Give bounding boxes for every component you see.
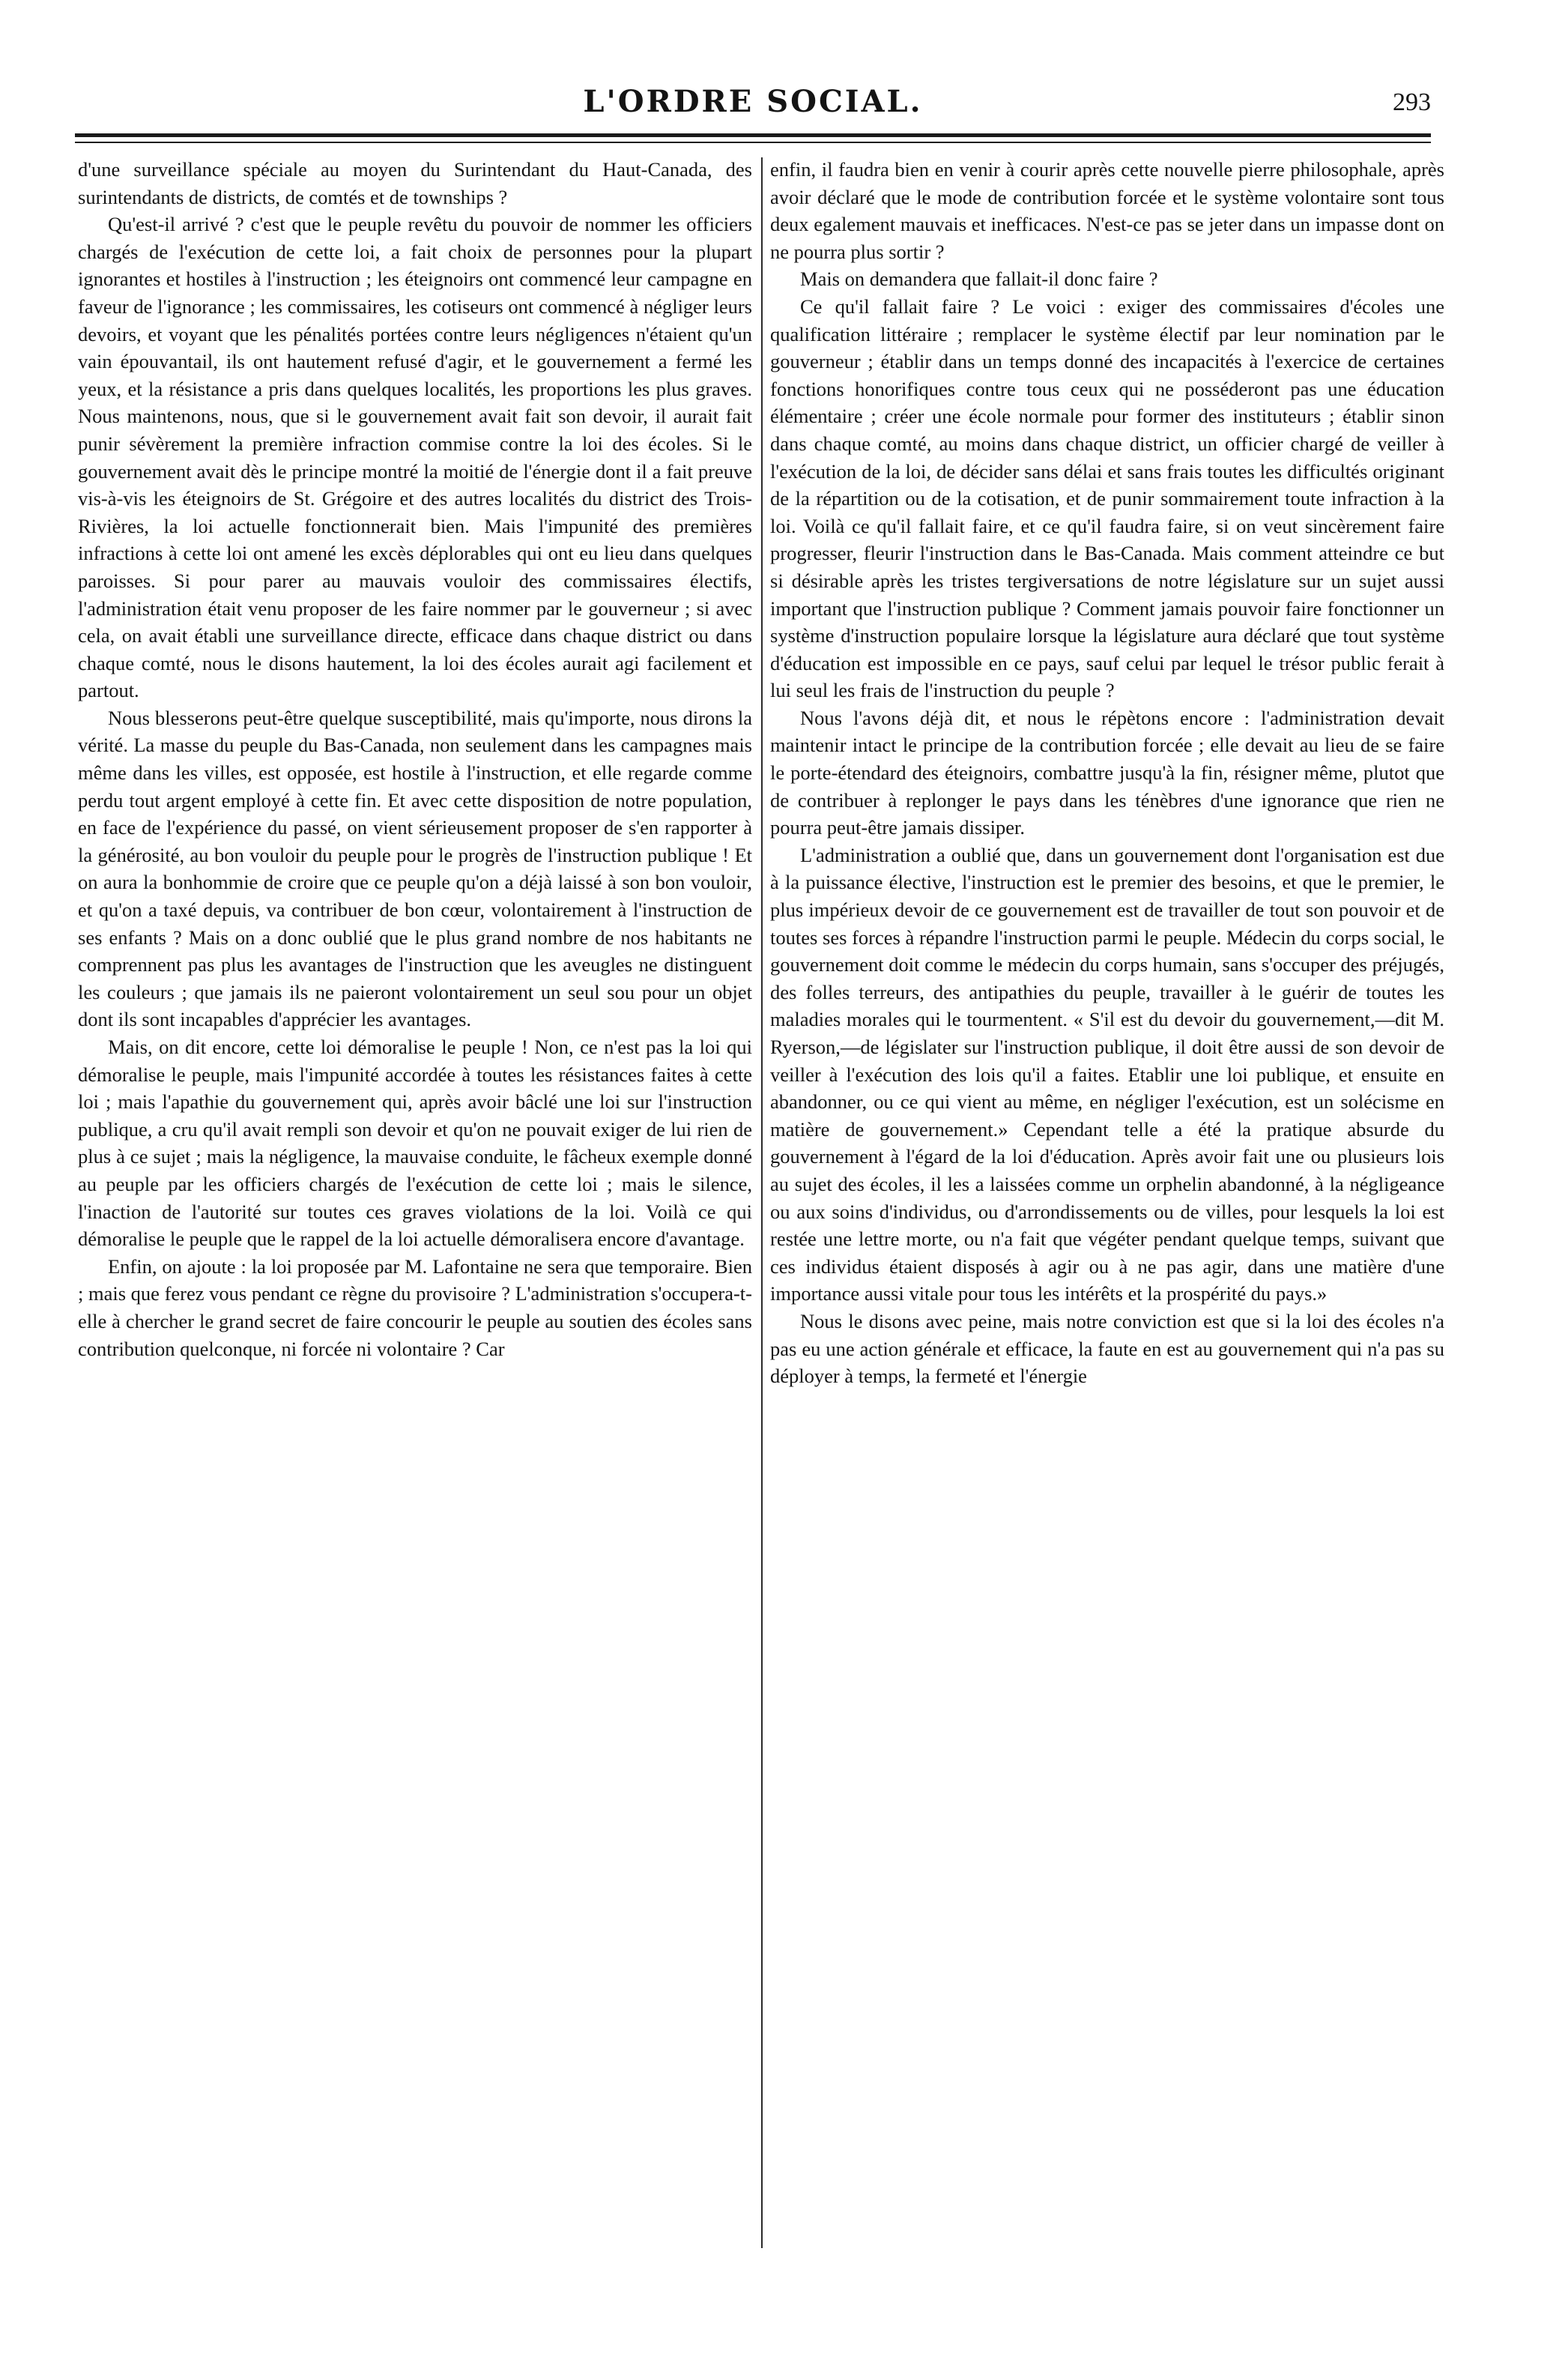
header-rule-thin — [75, 142, 1431, 143]
left-paragraph-4: Mais, on dit encore, cette loi démoralise le peuple ! Non, ce n'est pas la loi qui démoralise le peuple, mais l'impunité accordée à toutes les résistances faites à cette loi ; mais l'apathie du gouvernement qui, après avoir bâclé une loi sur l'instruction publique, a cru qu'il avait rempli son devoir et qu'on ne pouvait exiger de lui rien de plus à ce sujet ; mais la négligence, la mauvaise conduite, le fâcheux exemple donné au peuple par les officiers chargés de l'exécution de cette loi ; mais le silence, l'inaction de l'autorité sur toutes ces graves violations de la loi. Voilà ce qui démoralise le peuple que le rappel de la loi actuelle démoralisera encore d'avantage. — [78, 1036, 752, 1251]
column-divider — [761, 157, 763, 2248]
right-paragraph-2: Mais on demandera que fallait-il donc faire ? — [800, 268, 1158, 291]
left-column — [78, 156, 752, 1362]
right-paragraph-6: Nous le disons avec peine, mais notre conviction est que si la loi des écoles n'a pas eu une action générale et efficace, la faute en est au gouvernement qui n'a pas su déployer à temps, la fermeté et l'énergie — [770, 1309, 1444, 1388]
left-paragraph-2: Qu'est-il arrivé ? c'est que le peuple revêtu du pouvoir de nommer les officiers chargés de l'exécution de cette loi, a fait choix de personnes pour la plupart ignorantes et hostiles à l'instruction ; les éteignoirs ont commencé leur campagne en faveur de l'ignorance ; les commissaires, les cotiseurs ont commencé à négliger leurs devoirs, et voyant que les pénalités portées contre leurs négligences n'étaient qu'un vain épouvantail, ils ont hautement refusé d'agir, et le gouvernement a fermé les yeux, et la résistance a pris dans quelques localités, les proportions les plus graves. Nous maintenons, nous, que si le gouvernement avait fait son devoir, il aurait fait punir sévèrement la première infraction commise contre la loi des écoles. Si le gouvernement avait dès le principe montré la moitié de l'énergie dont il a fait preuve vis-à-vis les éteignoirs de St. Grégoire et des autres localités du district des Trois-Rivières, la loi actuelle fonctionnerait bien. Mais l'impunité des premières infractions à cette loi ont amené les excès déplorables qui ont eu lieu dans quelques paroisses. Si pour parer au mauvais vouloir des commissaires électifs, l'administration était venu proposer de les faire nommer par le gouverneur ; si avec cela, on avait établi une surveillance directe, efficace dans chaque district ou dans chaque comté, nous le disons hautement, la loi des écoles aurait agi facilement et partout. — [78, 213, 752, 702]
left-paragraph-1: d'une surveillance spéciale au moyen du Surintendant du Haut-Canada, des surintendants de districts, de comtés et de townships ? — [78, 158, 752, 208]
running-head — [75, 84, 1431, 136]
right-paragraph-5: L'administration a oublié que, dans un gouvernement dont l'organisation est due à la puissance élective, l'instruction est le premier des besoins, et que le premier, le plus impérieux devoir de ce gouvernement est de travailler de tout son pouvoir et de toutes ses forces à répandre l'instruction parmi le peuple. Médecin du corps social, le gouvernement doit comme le médecin du corps humain, sans s'occuper des préjugés, des folles terreurs, des antipathies du peuple, travailler à le guérir de toutes les maladies morales qui le tourmentent. « S'il est du devoir du gouvernement,—dit M. Ryerson,—de législater sur l'instruction publique, il doit être aussi de son devoir de veiller à l'exécution des lois qu'il a faites. Etablir une loi publique, et ensuite en abandonner, ou ce qui vient au même, en négliger l'exécution, est un solécisme en matière de gouvernement.» Cependant telle a été la pratique absurde du gouvernement à l'égard de la loi d'éducation. Après avoir fait une ou plusieurs lois au sujet des écoles, il les a laissées comme un orphelin abandonné, à la négligeance ou aux soins d'individus, ou d'arrondissements ou de villes, pour lesquels la loi est restée une lettre morte, ou n'a fait que végéter pendant quelque temps, suivant que ces individus étaient disposés à agir ou à ne pas agir, dans une matière d'une importance aussi vitale pour tous les intérêts et la prospérité du pays.» — [770, 843, 1444, 1305]
right-paragraph-4: Nous l'avons déjà dit, et nous le répètons encore : l'administration devait maintenir intact le principe de la contribution forcée ; elle devait au lieu de se faire le porte-étendard des éteignoirs, combattre jusqu'à la fin, résigner même, plutot que de contribuer à replonger le pays dans les ténèbres d'une ignorance que rien ne pourra peut-être jamais dissiper. — [770, 706, 1444, 839]
right-paragraph-3: Ce qu'il fallait faire ? Le voici : exiger des commissaires d'écoles une qualification littéraire ; remplacer le système électif par leur nomination par le gouverneur ; établir dans un temps donné des incapacités à l'exercice de certaines fonctions honorifiques contre tous ceux qui ne posséderont pas une éducation élémentaire ; créer une école normale pour former des instituteurs ; établir sinon dans chaque comté, au moins dans chaque district, un officier chargé de veiller à l'exécution de la loi, de décider sans délai et sans frais toutes les difficultés originant de la répartition ou de la cotisation, et de punir sommairement toute infraction à la loi. Voilà ce qu'il fallait faire, et ce qu'il faudra faire, si on veut sincèrement faire progresser, fleurir l'instruction dans le Bas-Canada. Mais comment atteindre ce but si désirable après les tristes tergiversations de notre législature sur un sujet aussi important que l'instruction publique ? Comment jamais pouvoir faire fonctionner un système d'instruction populaire lorsque la législature aura déclaré que tout système d'éducation est impossible en ce pays, sauf celui par lequel le trésor public ferait à lui seul les frais de l'instruction du peuple ? — [770, 295, 1444, 702]
left-paragraph-3: Nous blesserons peut-être quelque susceptibilité, mais qu'importe, nous dirons la vérité. La masse du peuple du Bas-Canada, non seulement dans les campagnes mais même dans les villes, est opposée, est hostile à l'instruction, et elle regarde comme perdu tout argent employé à cette fin. Et avec cette disposition de notre population, en face de l'expérience du passé, on vient sérieusement proposer de s'en rapporter à la générosité, au bon vouloir du peuple pour le progrès de l'instruction publique ! Et on aura la bonhommie de croire que ce peuple qu'on a déjà laissé à son bon vouloir, et qu'on a taxé depuis, va contribuer de bon cœur, volontairement à l'instruction de ses enfants ? Mais on a donc oublié que le plus grand nombre de nos habitants ne comprennent pas plus les avantages de l'instruction que les aveugles ne distinguent les couleurs ; que jamais ils ne paieront volontairement un seul sou pour un objet dont ils sont incapables d'apprécier les avantages. — [78, 706, 752, 1031]
right-column — [770, 156, 1444, 1390]
right-paragraph-1: enfin, il faudra bien en venir à courir après cette nouvelle pierre philosophale, après avoir déclaré que le mode de contribution forcée et le système volontaire sont tous deux egalement mauvais et inefficaces. N'est-ce pas se jeter dans un impasse dont on ne pourra plus sortir ? — [770, 158, 1444, 263]
page-number: 293 — [1393, 88, 1431, 116]
left-paragraph-5: Enfin, on ajoute : la loi proposée par M. Lafontaine ne sera que temporaire. Bien ; mais que ferez vous pendant ce règne du provisoire ? L'administration s'occupera-t-elle à chercher le grand secret de faire concourir le peuple au soutien des écoles sans contribution quelconque, ni forcée ni volontaire ? Car — [78, 1254, 752, 1360]
journal-title: L'ORDRE SOCIAL. — [583, 84, 923, 119]
header-rule-thick — [75, 133, 1431, 137]
